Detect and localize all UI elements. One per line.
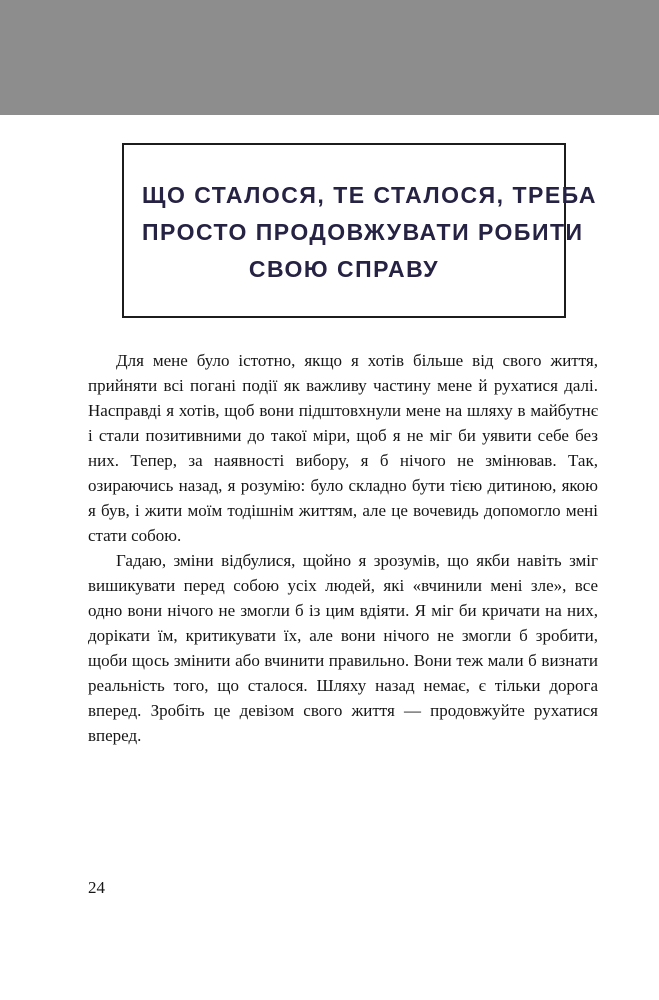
chapter-title-line-2: ПРОСТО ПРОДОВЖУВАТИ РОБИТИ	[142, 219, 584, 245]
chapter-title-line-3: СВОЮ СПРАВУ	[248, 256, 440, 282]
body-paragraph-2: Гадаю, зміни відбулися, щойно я зрозумів, що якби навіть зміг вишикувати перед собою усіх людей, які «вчинили мені зле», все одно вони нічого не змогли б із цим вдіяти. Я міг би кричати на них, дорікати їм, критикувати їх, але вони нічого не змогли б зробити, щоби щось змінити або вчинити правильно. Вони теж мали б визнати реальність того, що сталося. Шляху назад немає, є тільки дорога вперед. Зробіть це девізом свого життя — продовжуйте рухатися вперед.	[88, 551, 598, 745]
page-number: 24	[88, 878, 105, 897]
page-content	[88, 143, 598, 748]
page-top-gray-band	[0, 0, 659, 115]
body-text-block	[88, 348, 598, 748]
body-paragraph-1: Для мене було істотно, якщо я хотів більше від свого життя, прийняти всі погані події як важливу частину мене й рухатися далі. Насправді я хотів, щоб вони підштовхнули мене на шляху в майбутнє і стали позитивними до такої міри, щоб я не міг би уявити себе без них. Тепер, за наявності вибору, я б нічого не змінював. Так, озираючись назад, я розумію: було складно бути тією дитиною, якою я був, і жити моїм тодішнім життям, але це вочевидь допомогло мені стати собою.	[88, 351, 598, 545]
chapter-title-box	[122, 143, 597, 318]
chapter-title-line-1: ЩО СТАЛОСЯ, ТЕ СТАЛОСЯ, ТРЕБА	[142, 182, 597, 208]
